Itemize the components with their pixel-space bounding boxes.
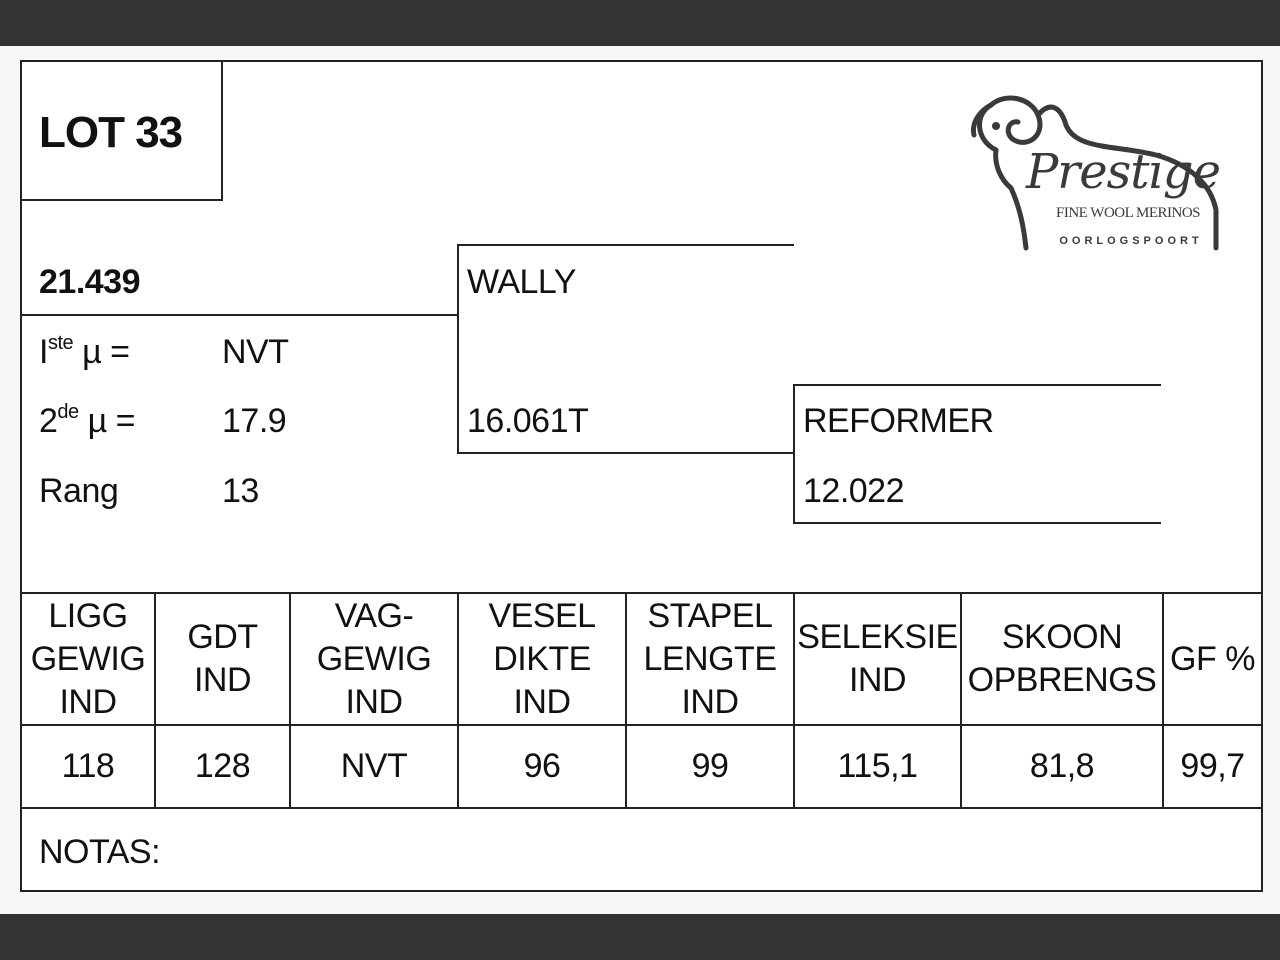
sire-id: 16.061T	[467, 402, 589, 440]
logo-tagline: FINE WOOL MERINOS	[1056, 205, 1200, 221]
prestige-logo	[966, 80, 1228, 252]
animal-id: 21.439	[39, 263, 140, 301]
header-gf-percent: GF %	[1170, 639, 1255, 678]
value-seleksie-ind: 115,1	[837, 747, 918, 785]
header-seleksie-ind: SELEKSIE IND	[797, 618, 958, 699]
header-vesel-dikte-ind: VESEL DIKTE IND	[488, 596, 596, 721]
table-bottom-border	[22, 807, 1261, 809]
lot-box-bottom-border	[22, 199, 223, 201]
value-vesel-dikte-ind: 96	[523, 747, 561, 785]
header-gdt-ind: GDT IND	[187, 618, 258, 699]
value-gdt-ind: 128	[194, 747, 251, 785]
header-vag-gewig-ind: VAG- GEWIG IND	[316, 596, 432, 721]
lot-card	[20, 60, 1263, 892]
top-bar	[0, 0, 1280, 46]
header-ligg-gewig-ind: LIGG GEWIG IND	[30, 596, 146, 721]
sire-bracket-side	[457, 244, 459, 454]
rank-label: Rang	[39, 472, 119, 510]
value-ligg-gewig-ind: 118	[61, 747, 115, 785]
logo-place: OORLOGSPOORT	[1059, 235, 1203, 247]
sire-bracket-bottom	[457, 452, 794, 454]
rank-value: 13	[222, 472, 259, 510]
value-vag-gewig-ind: NVT	[340, 747, 408, 785]
logo-brand: Prestige	[1025, 144, 1221, 200]
lot-number: LOT 33	[39, 108, 183, 157]
animal-id-underline	[22, 314, 458, 316]
lot-box-right-border	[221, 62, 223, 200]
header-stapel-lengte-ind: STAPEL LENGTE IND	[643, 596, 777, 721]
grandsire-id: 12.022	[803, 472, 904, 510]
value-gf-percent: 99,7	[1180, 747, 1245, 785]
bottom-bar	[0, 914, 1280, 960]
grandsire-name: REFORMER	[803, 402, 994, 440]
grandsire-bracket-side	[793, 384, 795, 524]
first-mu-value: NVT	[222, 333, 289, 371]
grandsire-bracket-bottom	[793, 522, 1161, 524]
notes-label: NOTAS:	[39, 833, 161, 871]
sire-name: WALLY	[467, 263, 576, 301]
value-skoon-opbrengs: 81,8	[1029, 747, 1095, 785]
sire-bracket-top	[457, 244, 794, 246]
second-mu-label: 2de µ =	[39, 401, 136, 440]
header-skoon-opbrengs: SKOON OPBRENGS	[967, 618, 1157, 699]
second-mu-value: 17.9	[222, 402, 287, 440]
value-stapel-lengte-ind: 99	[691, 747, 729, 785]
grandsire-bracket-top	[793, 384, 1161, 386]
first-mu-label: Iste µ =	[39, 332, 130, 371]
